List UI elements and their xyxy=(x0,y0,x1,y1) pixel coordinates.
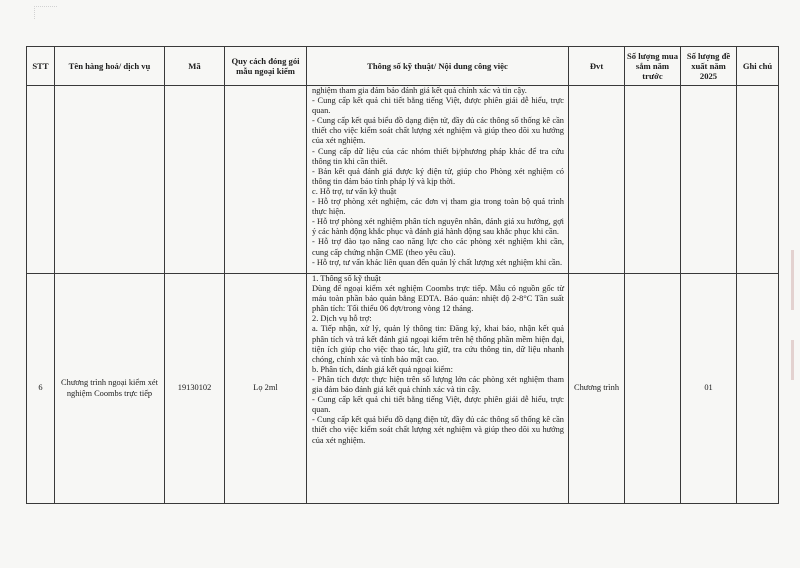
cell-code xyxy=(165,86,225,274)
spec-line: - Cung cấp kết quả chi tiết bằng tiếng Việt, được phiên giải dễ hiểu, trực quan. xyxy=(312,96,564,116)
cell-packaging: Lọ 2ml xyxy=(225,274,307,504)
table-header-row xyxy=(27,47,779,86)
cell-technical-spec xyxy=(307,274,569,504)
spec-line: Dùng để ngoại kiểm xét nghiệm Coombs trực tiếp. Mẫu có nguồn gốc từ máu toàn phần bảo quản bằng EDTA. Bảo quản: nhiệt độ 2-8°C Tần suất phân tích: Tối thiểu 06 đợt/trong vòng 12 tháng. xyxy=(312,284,564,314)
cell-previous-quantity xyxy=(625,274,681,504)
spec-line: nghiệm tham gia đảm bảo đánh giá kết quả chính xác và tin cậy. xyxy=(312,86,527,95)
spec-line: - Cung cấp kết quả chi tiết bằng tiếng Việt, được phiên giải dễ hiểu, trực quan. xyxy=(312,395,564,415)
spec-line: - Hỗ trợ đào tạo nâng cao năng lực cho các phòng xét nghiệm khi cần, cung cấp chứng nhận CME (theo yêu cầu). xyxy=(312,237,564,257)
cell-stt: 6 xyxy=(27,274,55,504)
spec-line: - Bản kết quả đánh giá được ký điện tử, giúp cho Phòng xét nghiệm có thông tin đảm bảo tính pháp lý và kịp thời. xyxy=(312,166,564,186)
cell-unit xyxy=(569,86,625,274)
scan-edge-mark xyxy=(791,250,794,310)
cell-stt xyxy=(27,86,55,274)
table-row xyxy=(27,274,779,504)
header-stt: STT xyxy=(27,47,55,86)
scan-corner-mark xyxy=(34,6,57,19)
cell-previous-quantity xyxy=(625,86,681,274)
cell-name xyxy=(55,86,165,274)
cell-packaging xyxy=(225,86,307,274)
header-code: Mã xyxy=(165,47,225,86)
spec-line: a. Tiếp nhận, xử lý, quản lý thông tin: Đăng ký, khai báo, nhận kết quả phân tích và trả kết đánh giá ngoại kiểm trên hệ thống phần mềm hiện đại, tiện ích giúp cho việc thao tác, lưu giữ, tra cứu thông tin, dữ liệu nhanh chóng, chính xác và tính bảo mật cao. xyxy=(312,324,564,364)
cell-unit: Chương trình xyxy=(569,274,625,504)
scan-edge-mark xyxy=(791,340,794,380)
header-proposed-quantity: Số lượng đề xuất năm 2025 xyxy=(681,47,737,86)
cell-note xyxy=(737,274,779,504)
cell-proposed-quantity: 01 xyxy=(681,274,737,504)
cell-note xyxy=(737,86,779,274)
table-row xyxy=(27,86,779,274)
spec-line: 1. Thông số kỹ thuật xyxy=(312,274,381,283)
header-previous-quantity: Số lượng mua sắm năm trước xyxy=(625,47,681,86)
spec-line: b. Phân tích, đánh giá kết quả ngoại kiểm: xyxy=(312,364,453,374)
spec-line: - Cung cấp kết quả biểu đồ dạng điện tử, đầy đủ các thông số thống kê cần thiết cho việc kiểm soát chất lượng xét nghiệm và giúp theo dõi xu hướng của xét nghiệm. xyxy=(312,116,564,146)
spec-line: 2. Dịch vụ hỗ trợ: xyxy=(312,314,372,324)
header-note: Ghi chú xyxy=(737,47,779,86)
spec-line: - Cung cấp dữ liệu của các nhóm thiết bị/phương pháp khác để tra cứu thông tin khi cần thiết. xyxy=(312,146,564,166)
spec-line: c. Hỗ trợ, tư vấn kỹ thuật xyxy=(312,186,397,196)
spec-line: - Hỗ trợ phòng xét nghiệm phân tích nguyên nhân, đánh giá xu hướng, gợi ý các hành động khắc phục và đánh giá hành động sau khắc phục khi cần. xyxy=(312,217,564,237)
cell-code: 19130102 xyxy=(165,274,225,504)
header-name: Tên hàng hoá/ dịch vụ xyxy=(55,47,165,86)
spec-line: - Phân tích được thực hiện trên số lượng lớn các phòng xét nghiệm tham gia đảm bảo đánh giá kết quả chính xác và tin cậy. xyxy=(312,374,564,395)
cell-technical-spec xyxy=(307,86,569,274)
cell-proposed-quantity xyxy=(681,86,737,274)
procurement-table xyxy=(26,46,779,504)
cell-name: Chương trình ngoại kiểm xét nghiệm Coombs trực tiếp xyxy=(55,274,165,504)
spec-line: - Cung cấp kết quả biểu đồ dạng điện tử, đầy đủ các thông số thống kê cần thiết cho việc kiểm soát chất lượng xét nghiệm và giúp theo dõi xu hướng của xét nghiệm. xyxy=(312,415,564,445)
header-unit: Đvt xyxy=(569,47,625,86)
header-technical-spec: Thông số kỹ thuật/ Nội dung công việc xyxy=(307,47,569,86)
header-packaging: Quy cách đóng gói mẫu ngoại kiểm xyxy=(225,47,307,86)
spec-line: - Hỗ trợ, tư vấn khác liên quan đến quản lý chất lượng xét nghiệm khi cần. xyxy=(312,257,563,267)
spec-line: - Hỗ trợ phòng xét nghiệm, các đơn vị tham gia trong toàn bộ quá trình thực hiện. xyxy=(312,197,564,217)
